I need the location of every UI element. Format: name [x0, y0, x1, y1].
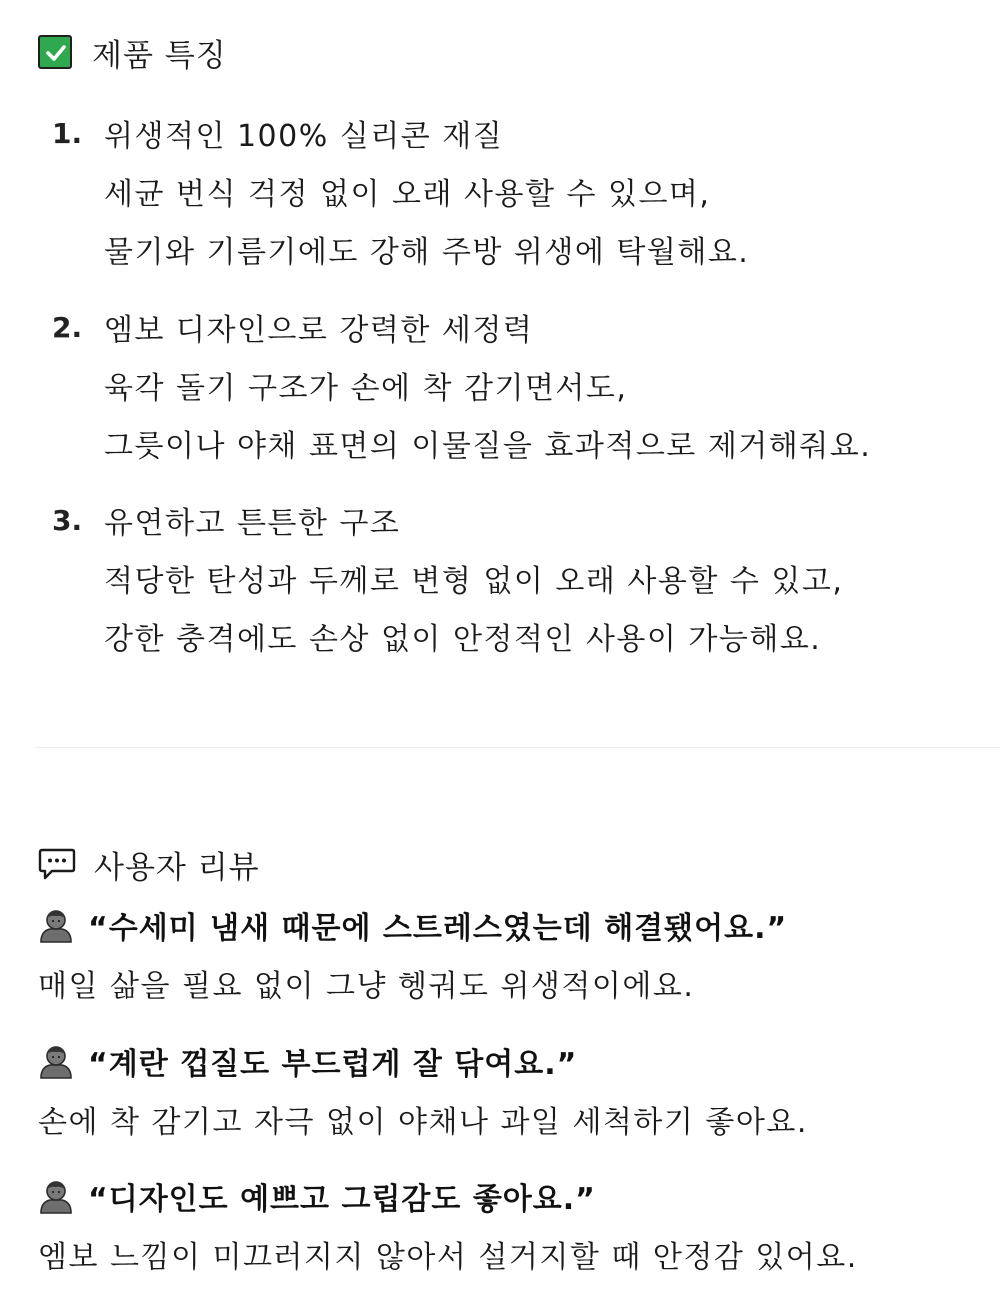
user-avatar-icon	[38, 1178, 74, 1214]
review-body: 손에 착 감기고 자극 없이 야채나 과일 세척하기 좋아요.	[38, 1105, 808, 1140]
feature-number: 2.	[52, 311, 83, 344]
reviews-title: 사용자 리뷰	[94, 849, 260, 886]
user-avatar-icon	[38, 1043, 74, 1079]
feature-description: 세균 번식 걱정 없이 오래 사용할 수 있으며,	[104, 177, 711, 212]
feature-description: 적당한 탄성과 두께로 변형 없이 오래 사용할 수 있고,	[104, 564, 844, 599]
feature-description: 육각 돌기 구조가 손에 착 감기면서도,	[104, 371, 628, 406]
section-divider	[36, 747, 1000, 748]
feature-description: 강한 충격에도 손상 없이 안정적인 사용이 가능해요.	[104, 622, 822, 657]
feature-description: 그릇이나 야채 표면의 이물질을 효과적으로 제거해줘요.	[104, 429, 872, 464]
review-head	[38, 903, 787, 947]
review-body: 매일 삶을 필요 없이 그냥 헹궈도 위생적이에요.	[38, 969, 695, 1004]
review-body: 엠보 느낌이 미끄러지지 않아서 설거지할 때 안정감 있어요.	[38, 1240, 858, 1275]
check-box-icon	[38, 35, 72, 69]
user-avatar-icon	[38, 907, 74, 943]
feature-heading: 위생적인 100% 실리콘 재질	[104, 119, 504, 154]
review-head	[38, 1174, 596, 1218]
features-header	[38, 30, 227, 74]
review-quote: “계란 껍질도 부드럽게 잘 닦여요.”	[88, 1047, 578, 1082]
feature-number: 3.	[52, 504, 83, 537]
feature-heading: 유연하고 튼튼한 구조	[104, 506, 401, 541]
review-quote: “수세미 냄새 때문에 스트레스였는데 해결됐어요.”	[88, 911, 788, 946]
review-quote: “디자인도 예쁘고 그립감도 좋아요.”	[88, 1182, 596, 1217]
reviews-header	[38, 844, 260, 884]
features-title: 제품 특징	[92, 37, 227, 74]
feature-number: 1.	[52, 117, 83, 150]
feature-heading: 엠보 디자인으로 강력한 세정력	[104, 313, 534, 348]
speech-bubble-icon	[38, 847, 76, 881]
review-head	[38, 1039, 577, 1083]
feature-description: 물기와 기름기에도 강해 주방 위생에 탁월해요.	[104, 235, 750, 270]
